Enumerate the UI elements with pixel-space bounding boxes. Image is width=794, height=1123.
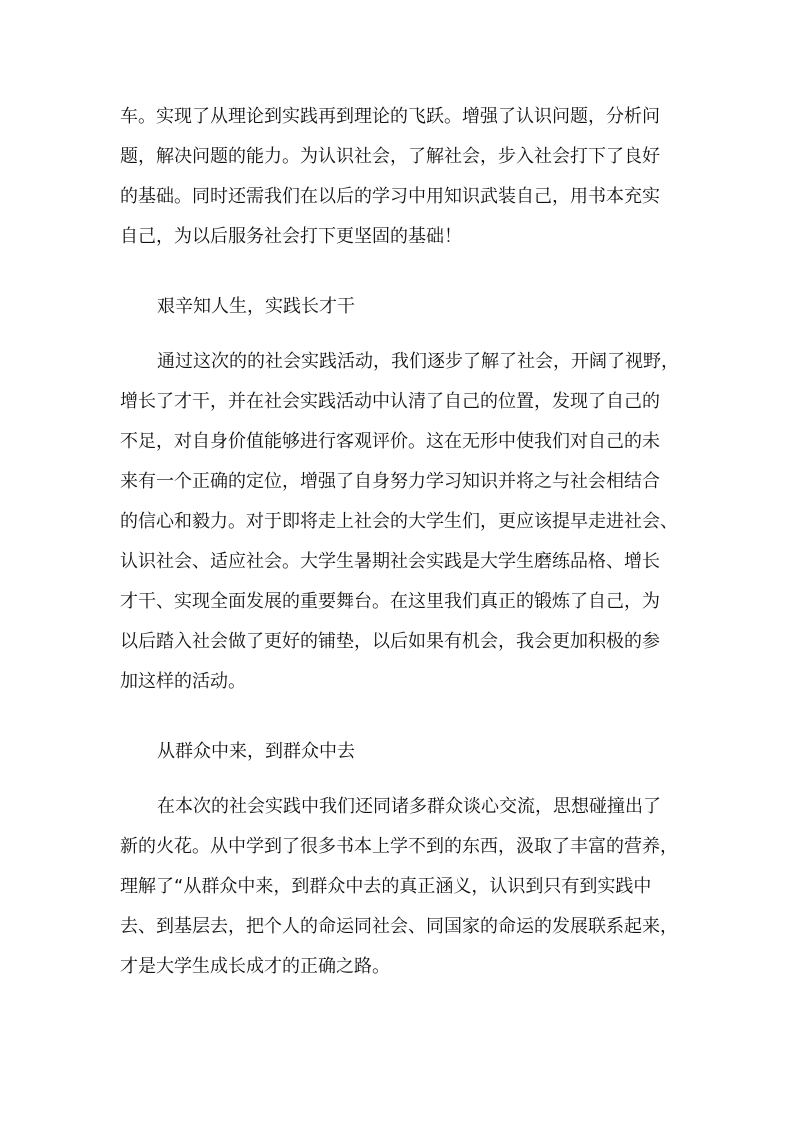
section-heading: 艰辛知人生，实践长才干 bbox=[157, 296, 355, 317]
paragraph-line: 通过这次的的社会实践活动，我们逐步了解了社会，开阔了视野， bbox=[157, 351, 679, 372]
paragraph-line: 加这样的活动。 bbox=[120, 671, 246, 692]
paragraph-line: 理解了“从群众中来，到群众中去的真正涵义，认识到只有到实践中 bbox=[120, 876, 652, 897]
paragraph-line: 以后踏入社会做了更好的铺垫，以后如果有机会，我会更加积极的参 bbox=[120, 631, 660, 652]
paragraph-line: 在本次的社会实践中我们还同诸多群众谈心交流，思想碰撞出了 bbox=[157, 796, 661, 817]
paragraph-line: 去、到基层去，把个人的命运同社会、同国家的命运的发展联系起来， bbox=[120, 916, 678, 937]
paragraph-line: 才是大学生成长成才的正确之路。 bbox=[120, 956, 390, 977]
paragraph-line: 新的火花。从中学到了很多书本上学不到的东西，汲取了丰富的营养， bbox=[120, 836, 678, 857]
paragraph-line: 来有一个正确的定位，增强了自身努力学习知识并将之与社会相结合 bbox=[120, 471, 660, 492]
paragraph-line: 的基础。同时还需我们在以后的学习中用知识武装自己，用书本充实 bbox=[120, 186, 660, 207]
paragraph-line: 题，解决问题的能力。为认识社会，了解社会，步入社会打下了良好 bbox=[120, 146, 660, 167]
paragraph-line: 不足，对自身价值能够进行客观评价。这在无形中使我们对自己的未 bbox=[120, 431, 660, 452]
paragraph-line: 的信心和毅力。对于即将走上社会的大学生们，更应该提早走进社会、 bbox=[120, 511, 678, 532]
paragraph-line: 车。实现了从理论到实践再到理论的飞跃。增强了认识问题，分析问 bbox=[120, 106, 660, 127]
paragraph-line: 自己，为以后服务社会打下更坚固的基础！ bbox=[120, 226, 462, 247]
paragraph-line: 认识社会、适应社会。大学生暑期社会实践是大学生磨练品格、增长 bbox=[120, 551, 660, 572]
section-heading: 从群众中来，到群众中去 bbox=[157, 741, 355, 762]
paragraph-line: 才干、实现全面发展的重要舞台。在这里我们真正的锻炼了自己，为 bbox=[120, 591, 660, 612]
paragraph-line: 增长了才干，并在社会实践活动中认清了自己的位置，发现了自己的 bbox=[120, 391, 660, 412]
